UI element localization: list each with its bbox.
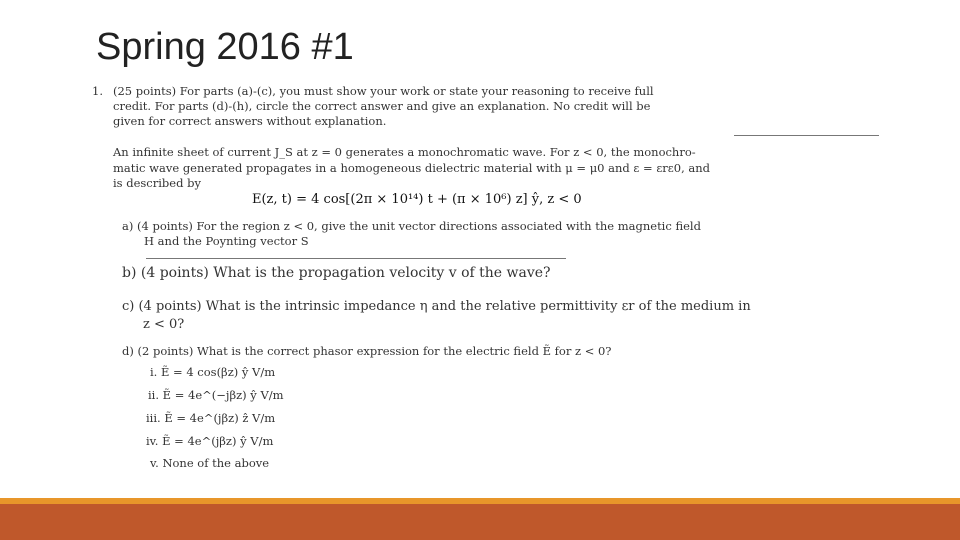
question-b: b) (4 points) What is the propagation velocity v of the wave?: [122, 265, 551, 281]
divider-line: [146, 258, 566, 259]
intro-line-1: An infinite sheet of current J_S at z = 0 generates a monochromatic wave. For z < 0, the monochro-: [113, 145, 696, 159]
intro-line-2: matic wave generated propagates in a homogeneous dielectric material with μ = μ0 and ε = εrε0, and: [113, 161, 711, 175]
field-equation: E(z, t) = 4 cos[(2π × 10¹⁴) t + (π × 10⁶) z] ŷ, z < 0: [252, 192, 582, 207]
intro-line-3: is described by: [113, 176, 201, 190]
question-number: 1.: [92, 84, 103, 98]
footer-bar: [0, 504, 960, 540]
option-i: i. Ẽ = 4 cos(βz) ŷ V/m: [150, 365, 276, 379]
option-ii: ii. Ẽ = 4e^(−jβz) ŷ V/m: [148, 388, 284, 402]
question-1-line-2: credit. For parts (d)-(h), circle the correct answer and give an explanation. No credit will be: [113, 99, 651, 113]
divider-line: [734, 135, 879, 136]
question-1-line-1: (25 points) For parts (a)-(c), you must show your work or state your reasoning to receive full: [113, 84, 654, 98]
question-c-line-2: z < 0?: [143, 317, 185, 332]
slide-title: Spring 2016 #1: [96, 26, 354, 68]
question-c-line-1: c) (4 points) What is the intrinsic impedance η and the relative permittivity εr of the medium in: [122, 299, 751, 314]
question-a-line-2: H and the Poynting vector S: [144, 234, 309, 248]
question-d: d) (2 points) What is the correct phasor expression for the electric field Ẽ for z < 0?: [122, 344, 612, 358]
option-v: v. None of the above: [150, 456, 270, 470]
option-iii: iii. Ẽ = 4e^(jβz) ẑ V/m: [146, 411, 276, 425]
question-1-line-3: given for correct answers without explanation.: [113, 114, 387, 128]
question-a-line-1: a) (4 points) For the region z < 0, give the unit vector directions associated with the magnetic field: [122, 219, 701, 233]
option-iv: iv. Ẽ = 4e^(jβz) ŷ V/m: [146, 434, 274, 448]
